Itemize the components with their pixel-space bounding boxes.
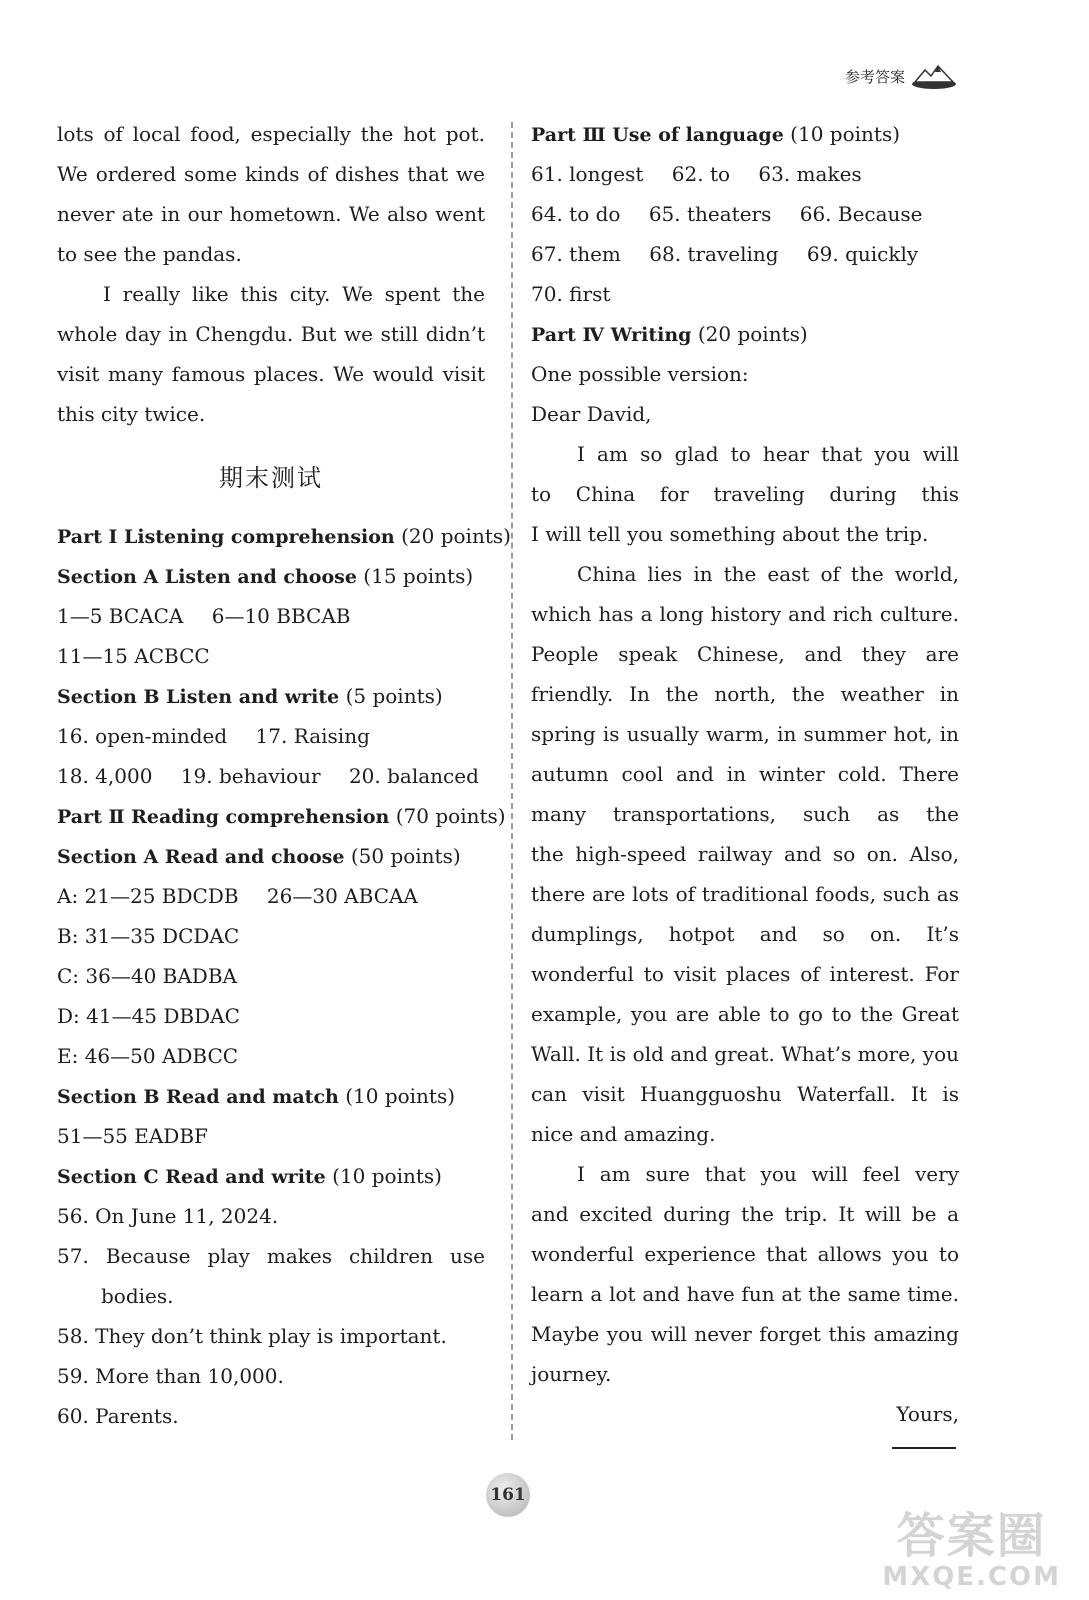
section-points: (10 points) bbox=[345, 1084, 456, 1108]
letter-line: spring is usually warm, in summer hot, in bbox=[531, 722, 959, 746]
answer-line: 57. Because play makes children use bbox=[57, 1244, 485, 1268]
answer: A: 21—25 BDCDB bbox=[57, 884, 239, 908]
section-label: Section B Listen and write bbox=[57, 686, 340, 708]
essay-line: I really like this city. We spent the bbox=[103, 282, 485, 306]
letter-line: nice and amazing. bbox=[531, 1122, 716, 1146]
section-points: (5 points) bbox=[345, 684, 443, 708]
part1-heading bbox=[57, 516, 511, 556]
part-points: (70 points) bbox=[395, 804, 506, 828]
letter-line: many transportations, such as the bbox=[531, 802, 959, 826]
answer-line: 70. first bbox=[531, 282, 611, 306]
letter-closing: Yours, bbox=[896, 1402, 959, 1426]
reading-section-b-heading bbox=[57, 1076, 485, 1116]
letter-line: I will tell you something about the trip. bbox=[531, 522, 929, 546]
part-label: Part Ⅲ Use of language bbox=[531, 124, 784, 146]
answer: 19. behaviour bbox=[180, 764, 321, 788]
header-title: 参考答案 bbox=[844, 67, 905, 86]
section-label: Section A Listen and choose bbox=[57, 566, 357, 588]
answer-line: 60. Parents. bbox=[57, 1404, 179, 1428]
part-label: Part Ⅱ Reading comprehension bbox=[57, 806, 390, 828]
section-points: (15 points) bbox=[363, 564, 474, 588]
letter-salutation: Dear David, bbox=[531, 402, 652, 426]
answer: 63. makes bbox=[758, 162, 862, 186]
letter-line: dumplings, hotpot and so on. It’s bbox=[531, 922, 959, 946]
exam-title: 期末测试 bbox=[219, 464, 323, 492]
answer-line bbox=[57, 596, 485, 636]
answer: 17. Raising bbox=[255, 724, 370, 748]
column-divider bbox=[511, 122, 513, 1440]
left-column bbox=[57, 114, 511, 1436]
essay-line: to see the pandas. bbox=[57, 242, 242, 266]
letter-line: friendly. In the north, the weather in bbox=[531, 682, 959, 706]
answer-line bbox=[531, 194, 959, 234]
answer-line bbox=[57, 716, 485, 756]
section-points: (50 points) bbox=[350, 844, 461, 868]
section-label: Section B Read and match bbox=[57, 1086, 339, 1108]
letter-line: wonderful experience that allows you to bbox=[531, 1242, 959, 1266]
answer-line: 59. More than 10,000. bbox=[57, 1364, 284, 1388]
page-header bbox=[845, 62, 957, 90]
section-b-heading bbox=[57, 676, 485, 716]
essay-line: lots of local food, especially the hot pot. bbox=[57, 122, 485, 146]
letter-line: there are lots of traditional foods, such as bbox=[531, 882, 959, 906]
answer: 64. to do bbox=[531, 202, 621, 226]
answer: 66. Because bbox=[799, 202, 923, 226]
answer-line: D: 41—45 DBDAC bbox=[57, 1004, 240, 1028]
answer: 18. 4,000 bbox=[57, 764, 153, 788]
section-label: Section A Read and choose bbox=[57, 846, 345, 868]
reading-section-a-heading bbox=[57, 836, 485, 876]
letter-line: autumn cool and in winter cold. There bbox=[531, 762, 959, 786]
answer: 16. open-minded bbox=[57, 724, 228, 748]
letter-line: to China for traveling during this bbox=[531, 482, 959, 506]
mountain-logo-icon bbox=[911, 62, 957, 90]
watermark-url: MXQE.COM bbox=[882, 1562, 1061, 1592]
letter-line: can visit Huangguoshu Waterfall. It is bbox=[531, 1082, 959, 1106]
letter-line: which has a long history and rich culture. bbox=[531, 602, 959, 626]
essay-line: never ate in our hometown. We also went bbox=[57, 202, 485, 226]
letter-line: Maybe you will never forget this amazing bbox=[531, 1322, 959, 1346]
answer-line: E: 46—50 ADBCC bbox=[57, 1044, 239, 1068]
section-a-heading bbox=[57, 556, 485, 596]
answer: 6—10 BBCAB bbox=[211, 604, 351, 628]
answer-line: 58. They don’t think play is important. bbox=[57, 1324, 447, 1348]
answer: 26—30 ABCAA bbox=[266, 884, 418, 908]
part-label: Part Ⅰ Listening comprehension bbox=[57, 526, 395, 548]
letter-line: wonderful to visit places of interest. For bbox=[531, 962, 959, 986]
letter-line: the high-speed railway and so on. Also, bbox=[531, 842, 959, 866]
right-column bbox=[531, 114, 959, 1434]
letter-line: journey. bbox=[531, 1362, 612, 1386]
answer-line: bodies. bbox=[101, 1284, 174, 1308]
letter-line: I am sure that you will feel very bbox=[577, 1162, 959, 1186]
part3-heading bbox=[531, 114, 959, 154]
answer: 62. to bbox=[671, 162, 731, 186]
answer-line bbox=[531, 154, 959, 194]
answer-line bbox=[531, 234, 959, 274]
answer: 61. longest bbox=[531, 162, 644, 186]
signature-line bbox=[892, 1447, 956, 1449]
answer: 20. balanced bbox=[348, 764, 479, 788]
section-points: (10 points) bbox=[332, 1164, 442, 1188]
essay-line: We ordered some kinds of dishes that we bbox=[57, 162, 485, 186]
answer: 69. quickly bbox=[806, 242, 919, 266]
letter-line: I am so glad to hear that you will bbox=[577, 442, 959, 466]
letter-line: Wall. It is old and great. What’s more, you bbox=[531, 1042, 959, 1066]
part-points: (20 points) bbox=[697, 322, 808, 346]
answer-line: 51—55 EADBF bbox=[57, 1124, 208, 1148]
watermark bbox=[882, 1510, 1061, 1592]
page-number: 161 bbox=[486, 1473, 530, 1517]
answer-line: 56. On June 11, 2024. bbox=[57, 1204, 279, 1228]
reading-section-c-heading bbox=[57, 1156, 485, 1196]
answer: 68. traveling bbox=[649, 242, 779, 266]
answer: 67. them bbox=[531, 242, 621, 266]
answer-line: 11—15 ACBCC bbox=[57, 644, 210, 668]
version-label: One possible version: bbox=[531, 362, 749, 386]
essay-line: visit many famous places. We would visit bbox=[57, 362, 485, 386]
section-label: Section C Read and write bbox=[57, 1166, 326, 1188]
part-points: (10 points) bbox=[790, 122, 901, 146]
answer: 1—5 BCACA bbox=[57, 604, 184, 628]
letter-line: and excited during the trip. It will be a bbox=[531, 1202, 959, 1226]
answer-line bbox=[57, 876, 485, 916]
letter-line: People speak Chinese, and they are bbox=[531, 642, 959, 666]
answer-line bbox=[57, 756, 485, 796]
part4-heading bbox=[531, 314, 959, 354]
essay-line: whole day in Chengdu. But we still didn’t bbox=[57, 322, 485, 346]
letter-line: learn a lot and have fun at the same time. bbox=[531, 1282, 959, 1306]
answer: 65. theaters bbox=[648, 202, 772, 226]
watermark-logo-text: 答案圈 bbox=[896, 1508, 1047, 1564]
answer-line: B: 31—35 DCDAC bbox=[57, 924, 240, 948]
essay-line: this city twice. bbox=[57, 402, 206, 426]
answer-line: C: 36—40 BADBA bbox=[57, 964, 237, 988]
part-points: (20 points) bbox=[401, 524, 511, 548]
letter-line: China lies in the east of the world, bbox=[577, 562, 959, 586]
part-label: Part Ⅳ Writing bbox=[531, 324, 692, 346]
part2-heading bbox=[57, 796, 506, 836]
letter-line: example, you are able to go to the Great bbox=[531, 1002, 959, 1026]
